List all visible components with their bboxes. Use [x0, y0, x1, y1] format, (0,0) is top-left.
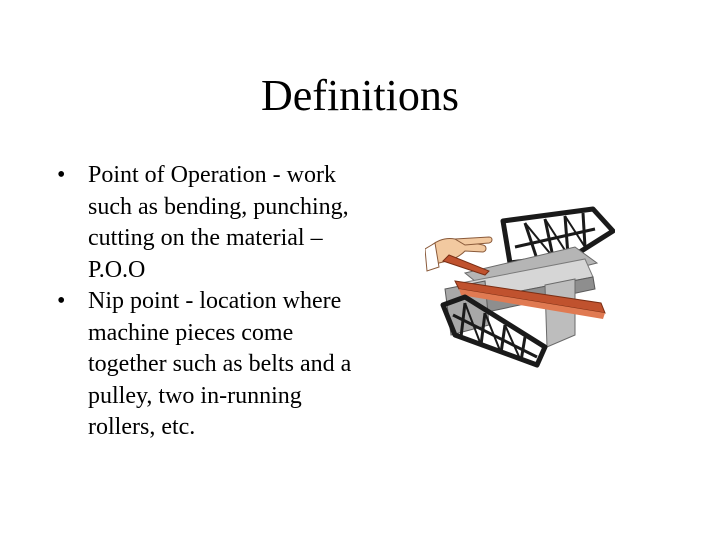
machine-press-with-hand-icon — [425, 185, 615, 370]
bullet-text: Point of Operation - work such as bending, punching, cutting on the material – P.O.O — [88, 162, 349, 283]
bullet-item-point-of-operation — [57, 160, 357, 286]
bullet-marker: • — [57, 162, 66, 188]
bullet-marker: • — [57, 288, 66, 314]
hand — [425, 237, 492, 275]
slide-title: Definitions — [261, 71, 459, 120]
bullet-item-nip-point — [57, 286, 357, 444]
bullet-list — [57, 160, 357, 444]
bullet-text: Nip point - location where machine pieces come together such as belts and a pulley, two in-running rollers, etc. — [88, 288, 352, 440]
